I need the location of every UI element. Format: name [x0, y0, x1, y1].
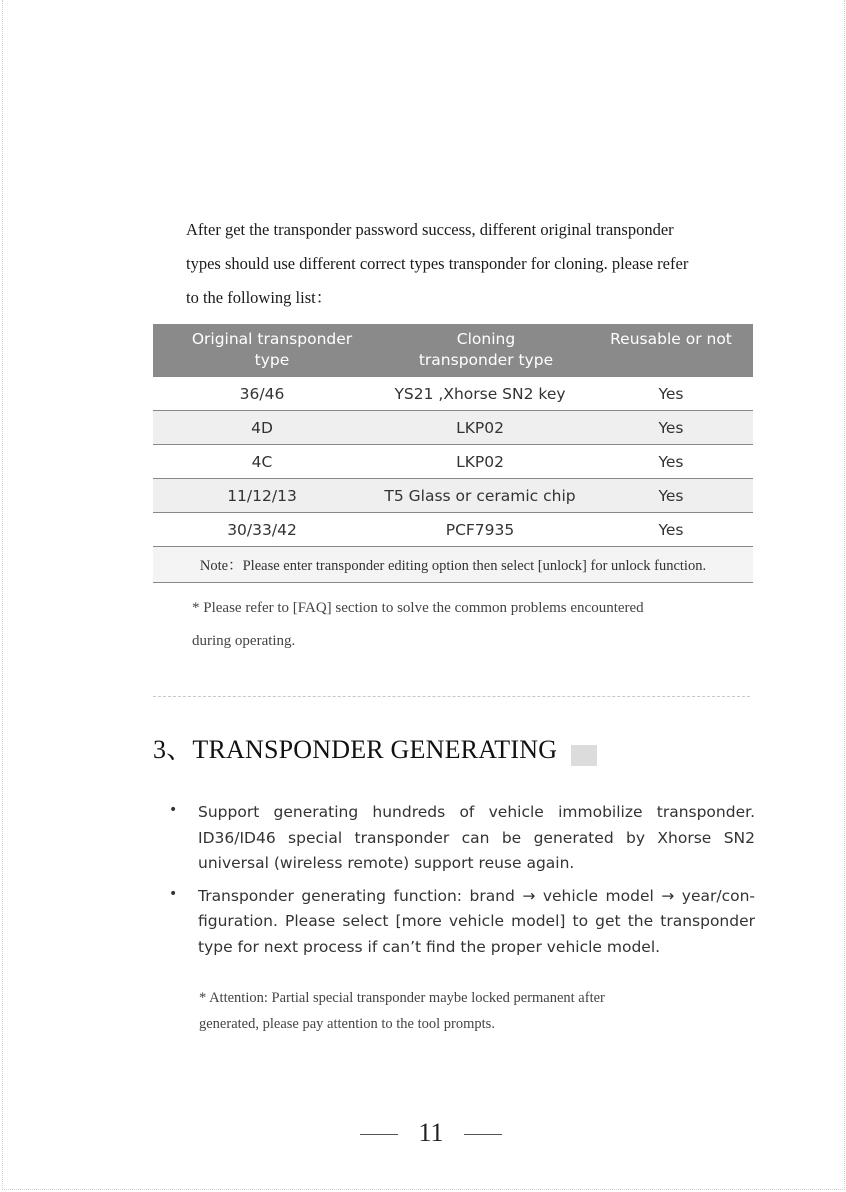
intro-line: to the following list： — [186, 288, 333, 307]
table-row — [153, 513, 753, 547]
intro-line: After get the transponder password success, different original transponder — [186, 220, 674, 239]
cell-cloning: PCF7935 — [371, 513, 589, 547]
cell-reusable: Yes — [589, 479, 753, 513]
table-note-row — [153, 547, 753, 583]
heading-highlight-mark — [571, 745, 597, 766]
cell-reusable: Yes — [589, 411, 753, 445]
bullet-list — [165, 800, 755, 967]
cell-original: 4D — [153, 411, 371, 445]
table-header-row — [153, 324, 753, 377]
cell-original: 4C — [153, 445, 371, 479]
faq-line: * Please refer to [FAQ] section to solve the common problems encountered — [192, 600, 644, 616]
table-row — [153, 445, 753, 479]
list-item — [165, 800, 755, 877]
cell-reusable: Yes — [589, 445, 753, 479]
header-cloning-type: Cloning transponder type — [371, 324, 589, 377]
section-heading: 3、TRANSPONDER GENERATING — [153, 735, 558, 764]
page-number-rule-right — [464, 1134, 502, 1135]
faq-line: during operating. — [192, 633, 296, 649]
transponder-table — [153, 324, 753, 583]
attention-note — [199, 985, 719, 1037]
cell-cloning: LKP02 — [371, 411, 589, 445]
table-note: Note：Please enter transponder editing option then select [unlock] for unlock function. — [153, 547, 753, 583]
table-row — [153, 411, 753, 445]
intro-line: types should use different correct types transponder for cloning. please refer — [186, 254, 689, 273]
cell-original: 11/12/13 — [153, 479, 371, 513]
section-divider — [153, 696, 750, 697]
cell-reusable: Yes — [589, 513, 753, 547]
page-number-text: 11 — [418, 1118, 444, 1147]
table-row — [153, 377, 753, 411]
header-reusable: Reusable or not — [589, 324, 753, 377]
faq-note — [192, 592, 752, 658]
cell-reusable: Yes — [589, 377, 753, 411]
table-row — [153, 479, 753, 513]
cell-cloning: LKP02 — [371, 445, 589, 479]
cell-original: 36/46 — [153, 377, 371, 411]
cell-cloning: YS21 ,Xhorse SN2 key — [371, 377, 589, 411]
bullet-icon: • — [169, 802, 178, 818]
header-original-type: Original transponder type — [153, 324, 371, 377]
intro-paragraph — [186, 213, 746, 315]
bullet-text: Support generating hundreds of vehicle immobilize transponder. ID36/ID46 special transponder can be generated by Xhorse SN2 universal (wireless remote) support reuse again. — [198, 803, 755, 872]
bullet-icon: • — [169, 885, 178, 902]
attention-line: * Attention: Partial special transponder maybe locked permanent after — [199, 990, 605, 1006]
attention-line: generated, please pay attention to the tool prompts. — [199, 1016, 495, 1032]
cell-original: 30/33/42 — [153, 513, 371, 547]
cell-cloning: T5 Glass or ceramic chip — [371, 479, 589, 513]
bullet-text: Transponder generating function: brand → vehicle model → year/con-figuration. Please select [more vehicle model] to get the transponder type for next process if can’t find the proper vehicle model. — [198, 886, 755, 956]
page-number — [360, 1118, 502, 1150]
list-item — [165, 884, 755, 961]
